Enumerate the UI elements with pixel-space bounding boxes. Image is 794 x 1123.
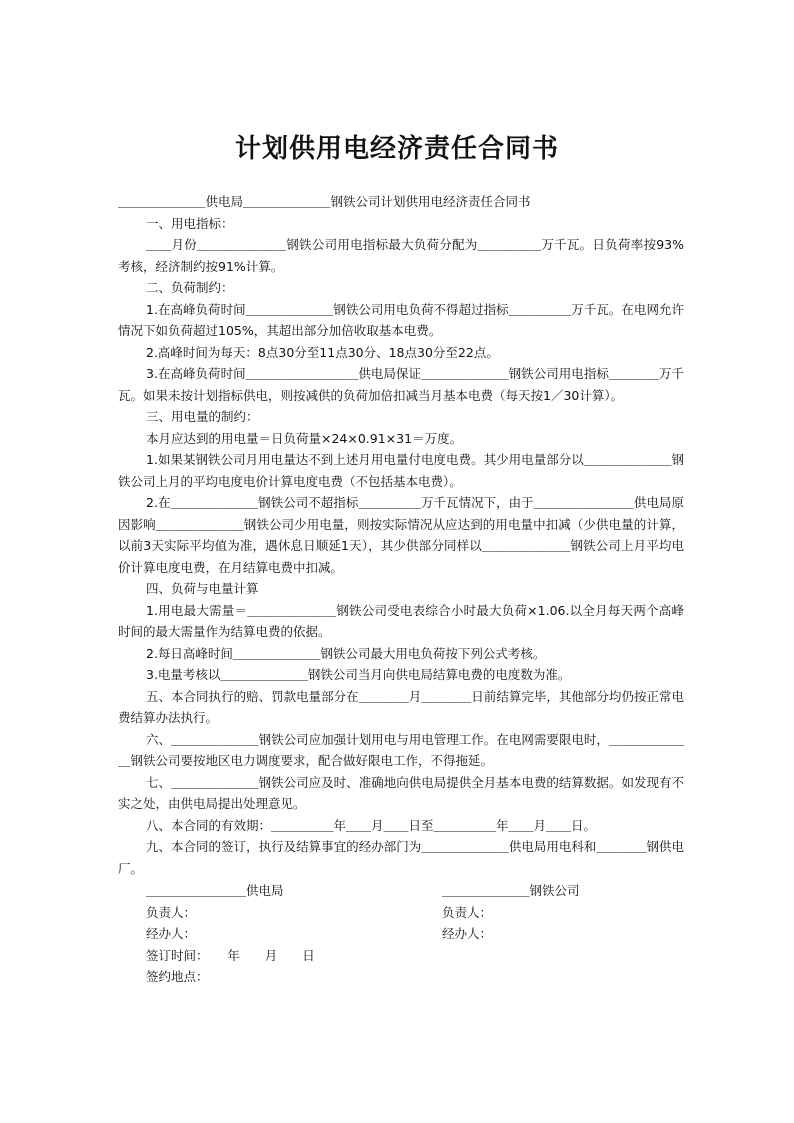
paragraph: 五、本合同执行的赔、罚款电量部分在＿＿＿＿月＿＿＿＿日前结算完毕，其他部分均仍按正常电费结算办法执行。 — [118, 688, 684, 725]
paragraph: 3.在高峰负荷时间＿＿＿＿＿＿＿＿＿供电局保证＿＿＿＿＿＿＿钢铁公司用电指标＿＿＿＿万千瓦。如果未按计划指标供电，则按减供的负荷加倍扣减当月基本电费（每天按1／30计算）。 — [118, 366, 684, 403]
contract-header-line: ＿＿＿＿＿＿＿供电局＿＿＿＿＿＿＿钢铁公司计划供用电经济责任合同书 — [118, 194, 531, 209]
signing-time-label: 签订时间： 年 月 日 — [146, 947, 315, 963]
document-title: 计划供用电经济责任合同书 — [234, 134, 559, 164]
right-handler-label: 经办人： — [442, 926, 493, 941]
right-party: ＿＿＿＿＿＿＿钢铁公司 — [442, 883, 580, 898]
signature-block — [146, 880, 646, 988]
section-heading: 二、负荷制约： — [146, 280, 234, 295]
left-party: ＿＿＿＿＿＿＿＿供电局 — [146, 883, 284, 898]
paragraph: ＿＿月份＿＿＿＿＿＿＿钢铁公司用电指标最大负荷分配为＿＿＿＿＿万千瓦。日负荷率按93%考核，经济制约按91%计算。 — [118, 237, 684, 274]
paragraph: 八、本合同的有效期：＿＿＿＿＿年＿＿月＿＿日至＿＿＿＿＿年＿＿月＿＿日。 — [146, 817, 597, 833]
section-heading: 四、负荷与电量计算 — [146, 581, 259, 596]
paragraph: 2.高峰时间为每天：8点30分至11点30分、18点30分至22点。 — [146, 344, 499, 360]
left-handler-label: 经办人： — [146, 926, 197, 941]
right-responsible-label: 负责人： — [442, 904, 493, 920]
paragraph: 本月应达到的用电量＝日负荷量×24×0.91×31＝万度。 — [146, 430, 463, 446]
left-responsible-label: 负责人： — [146, 904, 197, 920]
section-heading: 一、用电指标： — [146, 215, 234, 231]
paragraph: 七、＿＿＿＿＿＿＿钢铁公司应及时、准确地向供电局提供全月基本电费的结算数据。如发现有不实之处，由供电局提出处理意见。 — [118, 774, 684, 811]
paragraph: 1.用电最大需量＝＿＿＿＿＿＿＿钢铁公司受电表综合小时最大负荷×1.06.以全月每天两个高峰时间的最大需量作为结算电费的依据。 — [118, 602, 684, 639]
paragraph: 2.每日高峰时间＿＿＿＿＿＿＿钢铁公司最大用电负荷按下列公式考核。 — [146, 645, 546, 661]
paragraph: 3.电量考核以＿＿＿＿＿＿＿钢铁公司当月向供电局结算电费的电度数为准。 — [146, 667, 571, 682]
paragraph: 1.在高峰负荷时间＿＿＿＿＿＿＿钢铁公司用电负荷不得超过指标＿＿＿＿＿万千瓦。在电网允许情况下如负荷超过105%，其超出部分加倍收取基本电费。 — [118, 301, 684, 338]
paragraph: 2.在＿＿＿＿＿＿＿钢铁公司不超指标＿＿＿＿＿万千瓦情况下，由于＿＿＿＿＿＿＿＿供电局原因影响＿＿＿＿＿＿＿钢铁公司少用电量，则按实际情况从应达到的用电量中扣减（少供电量的计算，以前3天实际平均值为准，遇休息日顺延1天），其少供部分同样以＿＿＿＿＿＿＿钢铁公司上月平均电价计算电度电费，在月结算电费中扣减。 — [118, 495, 684, 575]
section-heading: 三、用电量的制约： — [146, 409, 259, 424]
contract-body — [118, 191, 684, 879]
paragraph: 九、本合同的签订，执行及结算事宜的经办部门为＿＿＿＿＿＿＿供电局用电科和＿＿＿＿钢供电厂。 — [118, 839, 684, 876]
paragraph: 六、＿＿＿＿＿＿＿钢铁公司应加强计划用电与用电管理工作。在电网需要限电时，＿＿＿＿＿＿＿钢铁公司要按地区电力调度要求，配合做好限电工作，不得拖延。 — [118, 731, 684, 768]
paragraph: 1.如果某钢铁公司月用电量达不到上述月用电量付电度电费。其少用电量部分以＿＿＿＿＿＿＿钢铁公司上月的平均电度电价计算电度电费（不包括基本电费）。 — [118, 452, 684, 489]
signing-place-label: 签约地点： — [146, 969, 209, 984]
